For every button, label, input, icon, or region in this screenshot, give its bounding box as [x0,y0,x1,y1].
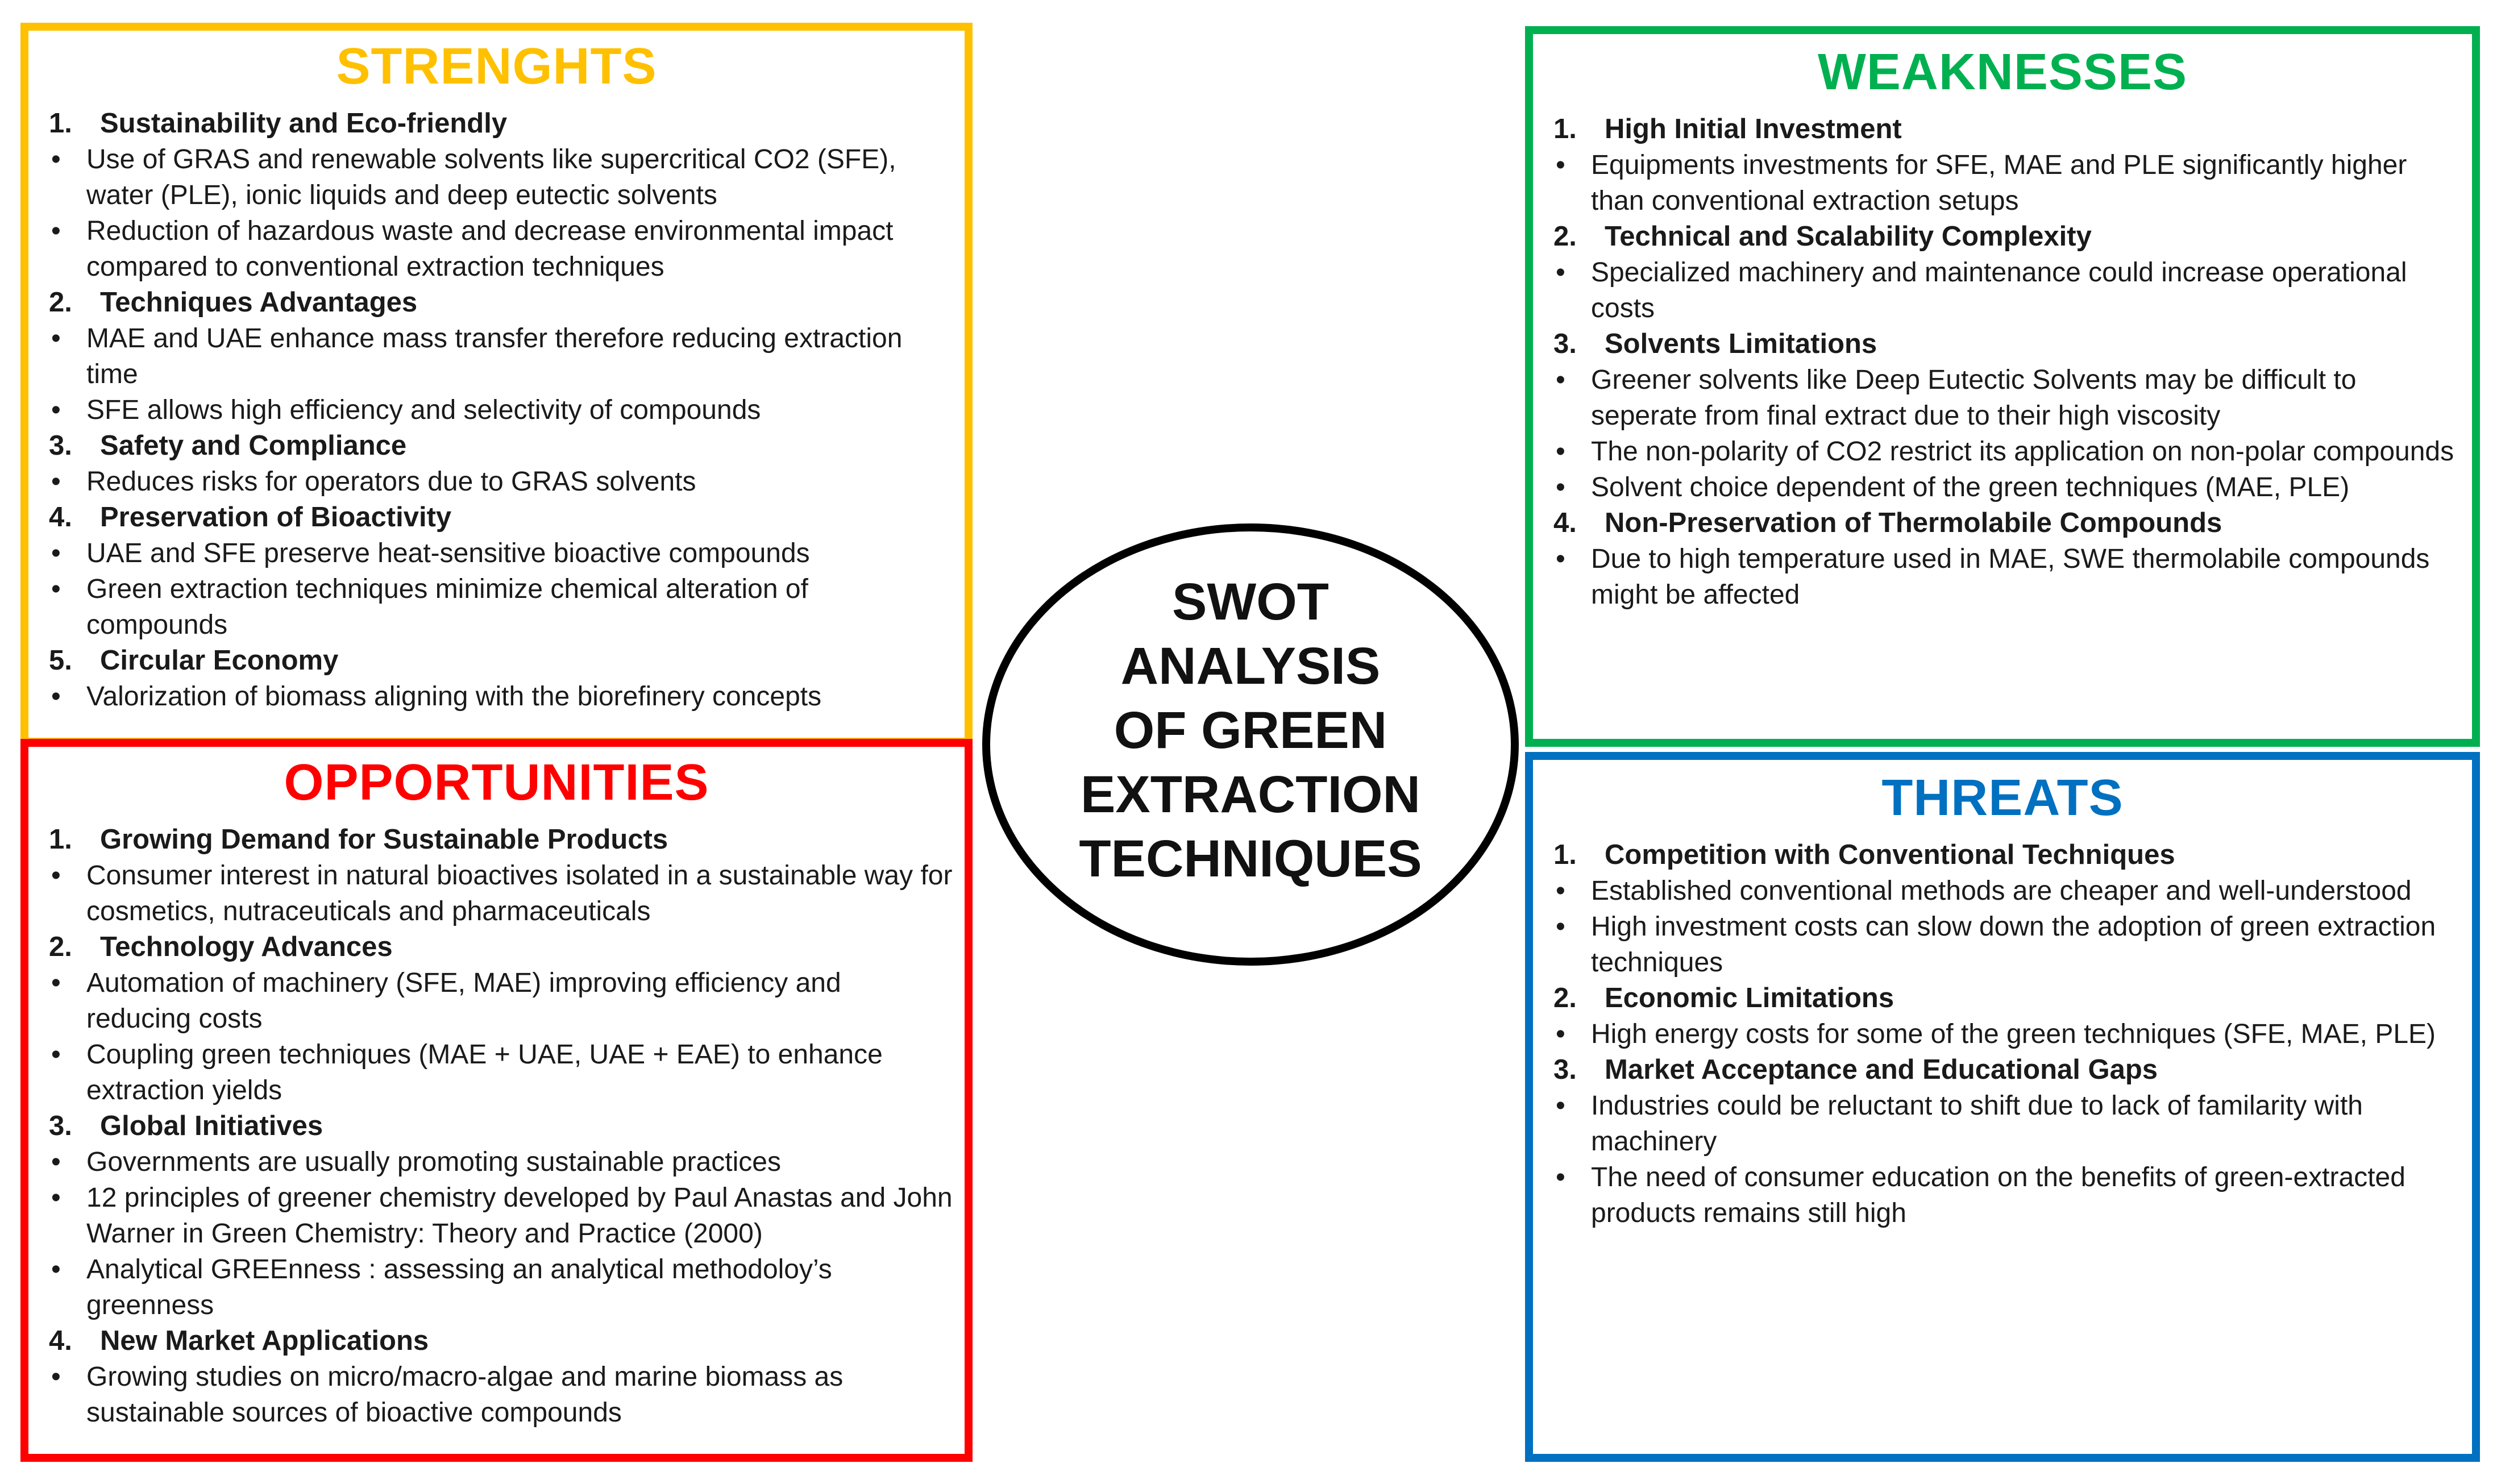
section-heading-text: Techniques Advantages [100,287,418,318]
bullet-text: 12 principles of greener chemistry developed by Paul Anastas and John Warner in Green Chemistry: Theory and Practice (2000) [86,1183,953,1249]
opportunities-section-heading [49,929,953,965]
section-number: 2. [49,287,72,318]
section-number: 3. [49,1111,72,1141]
bullet-text: Established conventional methods are cheaper and well-understood [1591,876,2412,906]
bullet-item [49,535,953,571]
bullet-icon: • [1556,472,1565,502]
weaknesses-section [1553,326,2461,505]
bullet-text: Equipments investments for SFE, MAE and PLE significantly higher than conventional extraction setups [1591,150,2407,216]
weaknesses-section [1553,111,2461,219]
section-heading-text: New Market Applications [100,1325,429,1356]
bullet-icon: • [51,574,61,604]
threats-section-heading [1553,980,2461,1016]
section-heading-text: Sustainability and Eco-friendly [100,108,508,139]
threats-content [1533,837,2472,1231]
weaknesses-content [1533,111,2472,613]
bullet-icon: • [51,467,61,497]
opportunities-section [49,1323,953,1431]
bullet-item [49,213,953,285]
bullet-item [49,1252,953,1323]
opportunities-content [28,822,965,1431]
center-title-line: OF GREEN [1114,701,1387,759]
section-heading-text: Competition with Conventional Techniques [1605,839,2175,870]
section-heading-text: Global Initiatives [100,1111,323,1141]
threats-section [1553,980,2461,1052]
strengths-title: STRENGHTS [336,38,657,95]
bullet-item [1553,909,2461,980]
bullet-text: Green extraction techniques minimize chemical alteration of compounds [86,574,808,640]
bullet-icon: • [51,1362,61,1392]
bullet-item [1553,469,2461,505]
bullet-item [49,965,953,1037]
weaknesses-section-heading [1553,326,2461,362]
section-heading-text: High Initial Investment [1605,114,1902,144]
bullet-icon: • [1556,876,1565,906]
bullet-text: Governments are usually promoting sustainable practices [86,1147,781,1177]
bullet-icon: • [51,216,61,246]
bullet-text: Valorization of biomass aligning with the biorefinery concepts [86,681,822,712]
weaknesses-section-heading [1553,219,2461,255]
bullet-icon: • [1556,257,1565,288]
bullet-text: Growing studies on micro/macro-algae and marine biomass as sustainable sources of bioactive compounds [86,1362,844,1428]
section-heading-text: Technology Advances [100,932,393,962]
bullet-item [1553,147,2461,219]
opportunities-box [20,739,973,1462]
bullet-item [49,142,953,213]
section-heading-text: Preservation of Bioactivity [100,502,452,533]
bullet-text: MAE and UAE enhance mass transfer therefore reducing extraction time [86,323,903,389]
bullet-text: Analytical GREEnness : assessing an analytical methodoloy’s greenness [86,1254,832,1320]
opportunities-section-heading [49,1108,953,1144]
bullet-icon: • [1556,1019,1565,1049]
bullet-text: Specialized machinery and maintenance could increase operational costs [1591,257,2407,323]
bullet-icon: • [51,681,61,712]
bullet-icon: • [51,1147,61,1177]
strengths-section-heading [49,428,953,464]
bullet-item [49,321,953,392]
strengths-box [20,23,973,746]
section-heading-text: Economic Limitations [1605,983,1894,1013]
weaknesses-section-heading [1553,505,2461,541]
section-number: 1. [1553,839,1577,870]
bullet-icon: • [1556,1162,1565,1192]
threats-box [1525,752,2480,1462]
strengths-content [28,106,965,714]
bullet-item [49,1180,953,1252]
bullet-text: Use of GRAS and renewable solvents like supercritical CO2 (SFE), water (PLE), ionic liquids and deep eutectic solvents [86,144,896,210]
section-heading-text: Safety and Compliance [100,430,407,461]
bullet-item [49,679,953,714]
section-heading-text: Circular Economy [100,645,339,676]
threats-section [1553,837,2461,980]
bullet-icon: • [51,861,61,891]
section-number: 1. [49,108,72,139]
opportunities-section-heading [49,822,953,858]
bullet-icon: • [51,538,61,568]
bullet-item [1553,362,2461,434]
threats-section-heading [1553,1052,2461,1088]
bullet-icon: • [1556,150,1565,180]
strengths-section [49,500,953,643]
bullet-text: UAE and SFE preserve heat-sensitive bioactive compounds [86,538,810,568]
bullet-item [49,1144,953,1180]
strengths-section [49,106,953,285]
weaknesses-title: WEAKNESSES [1817,44,2188,101]
section-number: 4. [1553,508,1577,538]
bullet-item [49,858,953,929]
bullet-icon: • [1556,437,1565,467]
bullet-item [1553,1088,2461,1159]
section-number: 2. [1553,983,1577,1013]
weaknesses-section [1553,219,2461,326]
opportunities-section [49,822,953,929]
bullet-text: High energy costs for some of the green techniques (SFE, MAE, PLE) [1591,1019,2436,1049]
threats-section [1553,1052,2461,1231]
opportunities-section [49,929,953,1108]
bullet-text: Greener solvents like Deep Eutectic Solvents may be difficult to seperate from final extract due to their high viscosity [1591,365,2357,431]
section-number: 4. [49,502,72,533]
center-title-line: EXTRACTION [1081,766,1420,824]
strengths-section-heading [49,285,953,321]
bullet-icon: • [1556,912,1565,942]
section-number: 2. [49,932,72,962]
bullet-icon: • [51,395,61,425]
opportunities-title: OPPORTUNITIES [284,754,709,811]
bullet-item [49,1359,953,1431]
section-number: 1. [49,824,72,855]
section-heading-text: Solvents Limitations [1605,329,1877,359]
section-number: 3. [1553,329,1577,359]
bullet-text: Due to high temperature used in MAE, SWE thermolabile compounds might be affected [1591,544,2430,610]
bullet-icon: • [51,1254,61,1285]
bullet-item [1553,434,2461,469]
center-title-line: SWOT [1172,573,1329,631]
section-heading-text: Technical and Scalability Complexity [1605,221,2092,252]
strengths-section-heading [49,500,953,535]
section-heading-text: Growing Demand for Sustainable Products [100,824,668,855]
bullet-text: Solvent choice dependent of the green techniques (MAE, PLE) [1591,472,2350,502]
weaknesses-section-heading [1553,111,2461,147]
bullet-item [1553,873,2461,909]
weaknesses-box [1525,26,2480,747]
bullet-text: Consumer interest in natural bioactives isolated in a sustainable way for cosmetics, nutraceuticals and pharmaceuticals [86,861,953,926]
bullet-icon: • [51,1040,61,1070]
threats-title: THREATS [1881,770,2124,826]
strengths-section [49,428,953,500]
center-title-line: TECHNIQUES [1079,830,1422,888]
center-title-line: ANALYSIS [1120,637,1381,695]
center-title [982,570,1519,891]
opportunities-section [49,1108,953,1323]
section-heading-text: Market Acceptance and Educational Gaps [1605,1054,2158,1085]
bullet-text: Coupling green techniques (MAE + UAE, UAE + EAE) to enhance extraction yields [86,1040,883,1105]
bullet-icon: • [1556,544,1565,574]
bullet-icon: • [51,968,61,998]
section-heading-text: Non-Preservation of Thermolabile Compounds [1605,508,2222,538]
bullet-icon: • [51,1183,61,1213]
strengths-section [49,285,953,428]
bullet-icon: • [1556,365,1565,395]
weaknesses-section [1553,505,2461,613]
bullet-text: Reduction of hazardous waste and decrease environmental impact compared to conventional extraction techniques [86,216,894,282]
bullet-text: Automation of machinery (SFE, MAE) improving efficiency and reducing costs [86,968,841,1034]
bullet-item [1553,541,2461,613]
section-number: 2. [1553,221,1577,252]
bullet-text: Industries could be reluctant to shift due to lack of familarity with machinery [1591,1091,2363,1157]
bullet-item [49,571,953,643]
bullet-text: The need of consumer education on the benefits of green-extracted products remains still high [1591,1162,2405,1228]
bullet-icon: • [1556,1091,1565,1121]
bullet-icon: • [51,144,61,174]
section-number: 5. [49,645,72,676]
bullet-text: The non-polarity of CO2 restrict its application on non-polar compounds [1591,437,2454,467]
bullet-icon: • [51,323,61,354]
strengths-section [49,643,953,714]
bullet-text: High investment costs can slow down the adoption of green extraction techniques [1591,912,2436,978]
strengths-section-heading [49,106,953,142]
bullet-item [49,464,953,500]
section-number: 1. [1553,114,1577,144]
bullet-item [1553,1159,2461,1231]
strengths-section-heading [49,643,953,679]
section-number: 4. [49,1325,72,1356]
section-number: 3. [1553,1054,1577,1085]
opportunities-section-heading [49,1323,953,1359]
bullet-item [49,1037,953,1108]
bullet-item [1553,1016,2461,1052]
section-number: 3. [49,430,72,461]
threats-section-heading [1553,837,2461,873]
bullet-item [49,392,953,428]
bullet-text: Reduces risks for operators due to GRAS solvents [86,467,696,497]
bullet-item [1553,255,2461,326]
bullet-text: SFE allows high efficiency and selectivity of compounds [86,395,761,425]
